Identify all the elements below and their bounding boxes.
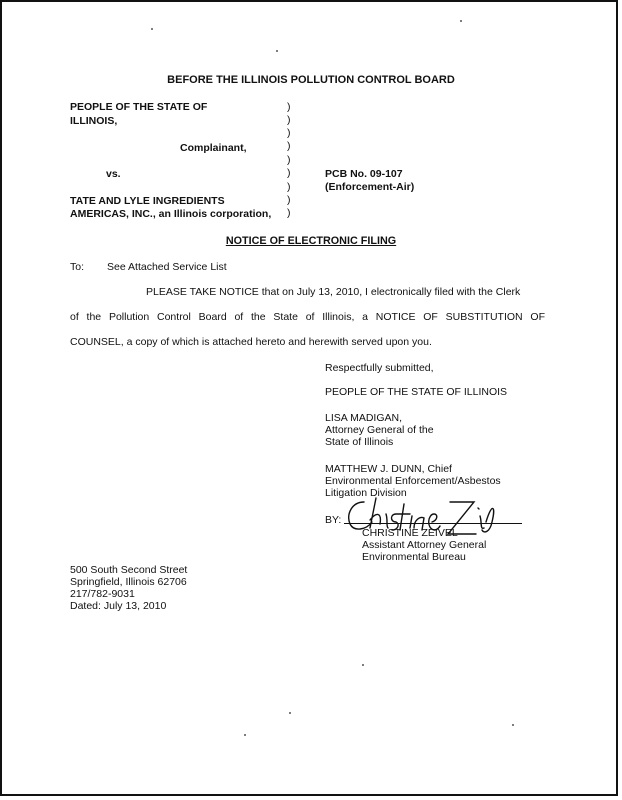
body-paragraph-line-1: PLEASE TAKE NOTICE that on July 13, 2010, I electronically filed with the Clerk xyxy=(146,286,521,298)
caption-paren: ) xyxy=(287,114,291,126)
by-label: BY: xyxy=(325,514,342,526)
caption-paren: ) xyxy=(287,167,291,179)
address-street: 500 South Second Street xyxy=(70,564,188,576)
signer-name: CHRISTINE ZEIVEL xyxy=(362,527,458,539)
scan-speck xyxy=(460,20,462,22)
versus-label: vs. xyxy=(106,168,121,180)
closing: Respectfully submitted, xyxy=(325,362,434,374)
document-title: BEFORE THE ILLINOIS POLLUTION CONTROL BOARD xyxy=(167,74,455,86)
scan-speck xyxy=(276,50,278,52)
scan-speck xyxy=(362,664,364,666)
respondent-name-line-2: AMERICAS, INC., an Illinois corporation, xyxy=(70,208,272,220)
address-city: Springfield, Illinois 62706 xyxy=(70,576,187,588)
scan-speck xyxy=(289,712,291,714)
complainant-name-line-1: PEOPLE OF THE STATE OF xyxy=(70,101,208,113)
date-line: Dated: July 13, 2010 xyxy=(70,600,167,612)
body-paragraph-line-3: COUNSEL, a copy of which is attached hereto and herewith served upon you. xyxy=(70,336,432,348)
scan-speck xyxy=(151,28,153,30)
division-name: Environmental Enforcement/Asbestos xyxy=(325,475,501,487)
signer-bureau: Environmental Bureau xyxy=(362,551,466,563)
caption-paren: ) xyxy=(287,154,291,166)
to-label: To: xyxy=(70,261,85,273)
respondent-name-line-1: TATE AND LYLE INGREDIENTS xyxy=(70,195,225,207)
party-name: PEOPLE OF THE STATE OF ILLINOIS xyxy=(325,386,508,398)
attorney-general-title: Attorney General of the xyxy=(325,424,434,436)
caption-paren: ) xyxy=(287,194,291,206)
notice-heading: NOTICE OF ELECTRONIC FILING xyxy=(225,235,397,247)
attorney-general-state: State of Illinois xyxy=(325,436,394,448)
caption-paren: ) xyxy=(287,207,291,219)
scan-speck xyxy=(512,724,514,726)
address-phone: 217/782-9031 xyxy=(70,588,135,600)
complainant-role: Complainant, xyxy=(180,142,247,154)
complainant-name-line-2: ILLINOIS, xyxy=(70,115,118,127)
signer-title: Assistant Attorney General xyxy=(362,539,487,551)
attorney-general-name: LISA MADIGAN, xyxy=(325,412,403,424)
caption-paren: ) xyxy=(287,181,291,193)
caption-paren: ) xyxy=(287,140,291,152)
caption-paren: ) xyxy=(287,101,291,113)
case-number: PCB No. 09-107 xyxy=(325,168,403,180)
scan-speck xyxy=(244,734,246,736)
division-subname: Litigation Division xyxy=(325,487,407,499)
to-value: See Attached Service List xyxy=(107,261,227,273)
caption-paren: ) xyxy=(287,127,291,139)
case-type: (Enforcement-Air) xyxy=(325,181,415,193)
division-chief: MATTHEW J. DUNN, Chief xyxy=(325,463,452,475)
body-paragraph-line-2: of the Pollution Control Board of the State of Illinois, a NOTICE OF SUBSTITUTION OF xyxy=(70,311,545,323)
